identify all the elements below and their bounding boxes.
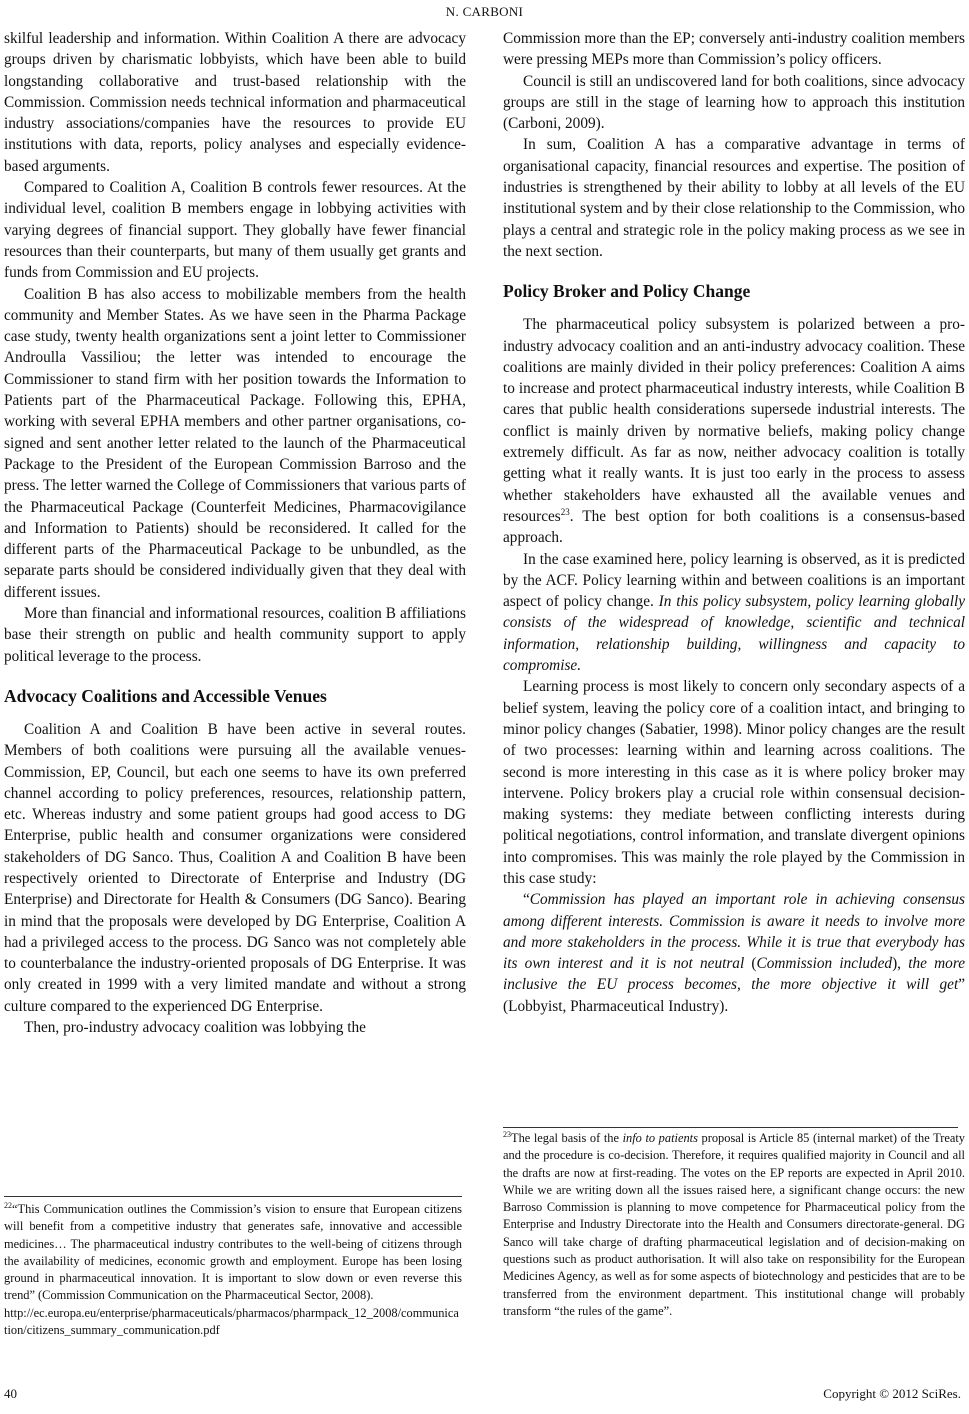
footnote-23	[503, 1130, 965, 1320]
paragraph: skilful leadership and information. Within Coalition A there are advocacy groups driven by charismatic lobbyists, which have been able to build longstanding collaborative and trust-based relationship with the Commission. Commission needs technical information and pharmaceutical industry associations/companies have the resources to provide EU institutions with data, reports, policy analyses and especially evidence-based arguments.	[4, 30, 466, 175]
paragraph	[503, 314, 965, 548]
text-run: proposal is Article 85 (internal market) of the Treaty and the procedure is co-decision. Therefore, it requires qualified majority in Council and all the drafts are now at first-reading. The votes on the EP reports are expected in April 2010. While we are writing down all the issues raised here, a significant change occurs: the new Barroso Commission is planning to move competence for Pharmaceutical policy from the Enterprise and Industry Directorate into the Health and Consumers directorate-general. DG Sanco will take charge of drafting pharmaceutical legislation and of decision-making on questions such as product authorisation. It will also take on responsibility for the European Medicines Agency, as well as for some aspects of biotechnology and pesticides that are to be transferred from the environment department. This institutional change will probably transform “the rules of the game”.	[503, 1131, 965, 1318]
footnote-23-block	[503, 1127, 965, 1320]
footnote-22	[4, 1201, 462, 1305]
paragraph: Then, pro-industry advocacy coalition was lobbying the	[24, 1019, 366, 1037]
italic-run: the more inclusive the EU process becomes, the more objective it will get	[503, 955, 965, 994]
paragraph: Coalition A and Coalition B have been active in several routes. Members of both coalitions were pursuing all the available venues-Commission, EP, Council, but each one seems to have its own preferred channel according to policy preferences, resources, relationship pattern, etc. Whereas industry and some patient groups had good access to DG Enterprise, public health and consumer organizations were considered stakeholders of DG Sanco. Thus, Coalition A and Coalition B have been respectively oriented to Directorate of Enterprise and Industry (DG Enterprise) and Directorate for Health & Consumers (DG Sanco). Bearing in mind that the proposals were developed by DG Enterprise, Coalition A had a privileged access to the process. DG Sanco was not completely able to counterbalance the industry-oriented proposals of DG Enterprise. It was only created in 1999 with a very limited mandate and without a strong culture compared to the experienced DG Enterprise.	[4, 720, 466, 1015]
right-column	[503, 28, 965, 1017]
paragraph: Learning process is most likely to concern only secondary aspects of a belief system, leaving the policy core of a coalition intact, and bringing to minor policy changes (Sabatier, 1998). Minor policy changes are the result of two processes: learning within and learning across coalitions. The second is more interesting in this case as it is where policy broker may intervene. Policy brokers play a crucial role within consensual decision-making systems: they mediate between conflicting interests during political negotiations, control information, and translate divergent opinions into compromises. This was mainly the role played by the Commission in this case study:	[503, 678, 965, 887]
italic-run: In this policy subsystem, policy learning globally consists of the widespread of knowledge, scientific and technical information, relationship building, willingness and capacity to compromise.	[503, 593, 965, 675]
italic-run: info to patients	[622, 1131, 698, 1145]
left-column	[4, 28, 466, 1038]
interview-quote	[503, 889, 965, 1017]
text-run: The pharmaceutical policy subsystem is polarized between a pro-industry advocacy coalition and an anti-industry advocacy coalition. These coalitions are mainly divided in their policy preferences: Coalition A aims to increase and protect pharmaceutical industry interests, while Coalition B cares that public health considerations supersede industrial interests. The conflict is mainly driven by normative beliefs, making policy change extremely difficult. As far as now, neither advocacy coalition is totally getting what it really wants. It is just too early in the process to assess whether stakeholders have exhausted all the available venues and resources	[503, 316, 965, 525]
section-heading-policy-broker: Policy Broker and Policy Change	[503, 281, 751, 302]
footnote-url-link[interactable]: http://ec.europa.eu/enterprise/pharmaceuticals/pharmacos/pharmpack_12_2008/communication/citizens_summary_communication.pdf	[4, 1305, 459, 1338]
italic-run: Commission has played an important role in achieving consensus among different interests. Commission is aware it needs to involve more and more stakeholders in the process. While it is true that everybody has its own interest and it is not neutral	[503, 891, 965, 973]
text-run: “This Communication outlines the Commission’s vision to ensure that European citizens will benefit from a competitive industry that generates safe, innovative and accessible medicines… The pharmaceutical industry contributes to the well-being of citizens through the availability of medicines, economic growth and employment. Europe has been losing ground in pharmaceutical innovation. It is important to slow down or even reverse this trend” (Commission Communication on the Pharmaceutical Sector, 2008).	[4, 1202, 462, 1303]
page-number: 40	[4, 1386, 17, 1401]
text-run: ),	[892, 955, 909, 973]
section-heading-venues: Advocacy Coalitions and Accessible Venues	[4, 685, 327, 706]
text-run: (	[744, 955, 757, 973]
copyright-notice: Copyright © 2012 SciRes.	[823, 1386, 961, 1401]
text-run: ” (Lobbyist, Pharmaceutical Industry).	[503, 976, 965, 1015]
text-run: The legal basis of the	[511, 1131, 623, 1145]
text-run: . The best option for both coalitions is a consensus-based approach.	[503, 507, 965, 547]
footnote-rule	[4, 1196, 462, 1197]
paragraph: In sum, Coalition A has a comparative advantage in terms of organisational capacity, financial resources and expertise. The position of industries is strengthened by their ability to lobby at all levels of the EU institutional system and by their close relationship to the Commission, who plays a central and strategic role in the policy making process as we see in the next section.	[503, 136, 965, 260]
paragraph: More than financial and informational resources, coalition B affiliations base their strength on public and health community support to apply political leverage to the process.	[4, 605, 466, 665]
footnote-ref-23[interactable]: 23	[560, 506, 570, 517]
text-run: “	[523, 891, 530, 909]
footnote-marker: 22	[4, 1200, 12, 1210]
paragraph: Compared to Coalition A, Coalition B controls fewer resources. At the individual level, coalition B members engage in lobbying activities with varying degrees of financial support. They globally have fewer financial resources than their counterparts, but many of them usually get grants and funds from Commission and EU projects.	[4, 179, 466, 282]
running-head: N. CARBONI	[445, 4, 524, 19]
text-run: In the case examined here, policy learning is observed, as it is predicted by the ACF. Policy learning within and between coalitions is an important aspect of policy change.	[503, 550, 965, 611]
paragraph: Commission more than the EP; conversely anti-industry coalition members were pressing MEPs more than Commission’s policy officers.	[503, 30, 965, 69]
paragraph	[503, 549, 965, 677]
footnote-22-block	[4, 1196, 462, 1339]
footnote-marker: 23	[503, 1129, 511, 1139]
footnote-rule	[503, 1127, 958, 1128]
paragraph: Council is still an undiscovered land for both coalitions, since advocacy groups are still in the stage of learning how to approach this institution (Carboni, 2009).	[503, 72, 965, 133]
paragraph: Coalition B has also access to mobilizable members from the health community and Member States. As we have seen in the Pharma Package case study, twenty health organizations sent a joint letter to Commissioner Androulla Vassiliou; the letter was intended to encourage the Commissioner to stand firm with her position towards the Information to Patients part of the Pharmaceutical Package. Following this, EPHA, working with several EPHA members and other partner organisations, co-signed and sent another letter related to the launch of the Pharmaceutical Package to the President of the European Commission Barroso and the press. The letter warned the College of Commissioners that various parts of the Pharmaceutical Package (Counterfeit Medicines, Pharmacovigilance and Information to Patients) should be reconsidered. It called for the different parts of the Pharmaceutical Package to be unbundled, as the separate parts should be considered individually given that they deal with different issues.	[4, 285, 466, 601]
italic-run: Commission included	[756, 955, 893, 973]
